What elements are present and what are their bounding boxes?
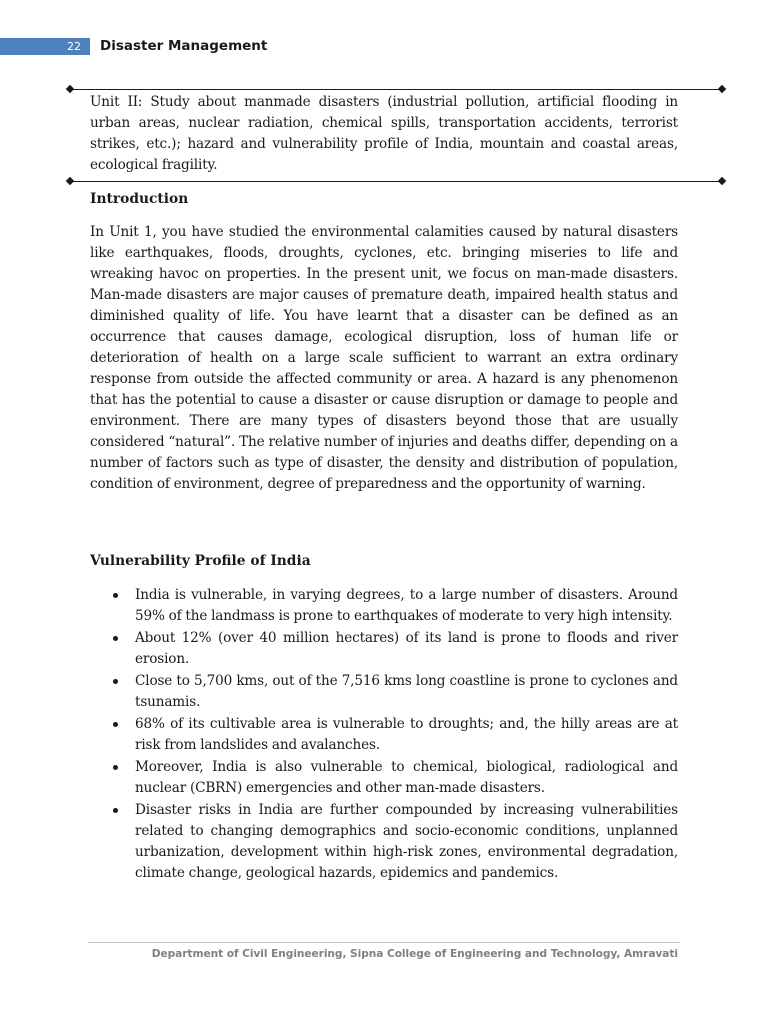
bullet-item: 68% of its cultivable area is vulnerable to droughts; and, the hilly areas are at risk from landslides and avalanches. xyxy=(90,714,678,756)
introduction-heading: Introduction xyxy=(90,191,189,207)
unit-objective-text: Unit II: Study about manmade disasters (industrial pollution, artificial flooding in urban areas, nuclear radiation, chemical spills, transportation accidents, terrorist strikes, etc.); hazard and vulnerability profile of India, mountain and coastal areas, ecological fragility. xyxy=(90,94,678,173)
page-number: 22 xyxy=(0,38,90,55)
bullet-item: Moreover, India is also vulnerable to chemical, biological, radiological and nuclear (CBRN) emergencies and other man-made disasters. xyxy=(90,757,678,799)
page-footer: Department of Civil Engineering, Sipna College of Engineering and Technology, Amravati xyxy=(151,948,678,960)
vulnerability-bullet-list xyxy=(90,585,678,885)
running-header-title: Disaster Management xyxy=(100,38,268,54)
bullet-item: Close to 5,700 kms, out of the 7,516 kms long coastline is prone to cyclones and tsunamis. xyxy=(90,671,678,713)
footer-divider xyxy=(88,942,680,943)
objective-top-rule xyxy=(70,89,722,90)
bullet-item: About 12% (over 40 million hectares) of its land is prone to floods and river erosion. xyxy=(90,628,678,670)
vulnerability-heading: Vulnerability Profile of India xyxy=(90,553,311,569)
introduction-paragraph: In Unit 1, you have studied the environmental calamities caused by natural disasters like earthquakes, floods, droughts, cyclones, etc. bringing miseries to life and wreaking havoc on properties. In the present unit, we focus on man-made disasters. Man-made disasters are major causes of premature death, impaired health status and diminished quality of life. You have learnt that a disaster can be defined as an occurrence that causes damage, ecological disruption, loss of human life or deterioration of health on a large scale sufficient to warrant an extra ordinary response from outside the affected community or area. A hazard is any phenomenon that has the potential to cause a disaster or cause disruption or damage to people and environment. There are many types of disasters beyond those that are usually considered “natural”. The relative number of injuries and deaths differ, depending on a number of factors such as type of disaster, the density and distribution of population, condition of environment, degree of preparedness and the opportunity of warning. xyxy=(90,224,678,492)
bullet-item: Disaster risks in India are further compounded by increasing vulnerabilities related to changing demographics and socio-economic conditions, unplanned urbanization, development within high-risk zones, environmental degradation, climate change, geological hazards, epidemics and pandemics. xyxy=(90,800,678,884)
objective-bottom-rule xyxy=(70,181,722,182)
bullet-item: India is vulnerable, in varying degrees, to a large number of disasters. Around 59% of the landmass is prone to earthquakes of moderate to very high intensity. xyxy=(90,585,678,627)
